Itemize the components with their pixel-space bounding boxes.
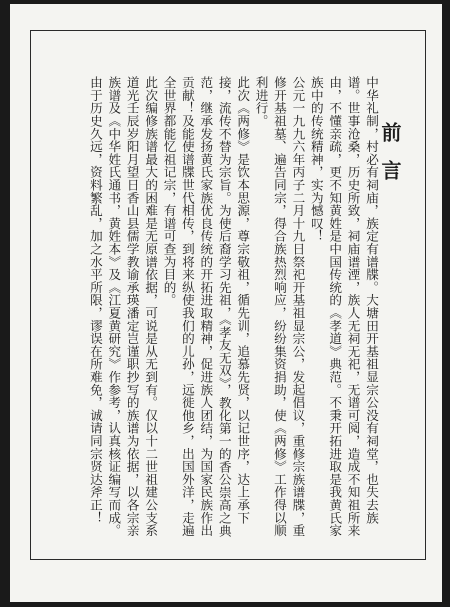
page-title: 前言	[378, 122, 402, 198]
body-text	[80, 76, 380, 546]
paragraph-2: 公元一九九六年丙子二月十九日祭祀开基祖显宗公，发起倡议，重修宗族谱牒，重修开基祖墓、遍告同宗，得合族热烈响应，纷纷集资捐助，使《两修》工作得以顺利进行。	[253, 76, 306, 537]
document-page	[10, 4, 442, 602]
paragraph-1: 中华礼制，村必有祠庙，族定有谱牒。大塘田开基祖显宗公没有祠堂，也失去族谱。世事沧桑，历史所致，祠庙谱湮，族人无祠无祀，无谱可阅，造成不知祖所来由，不懂亲疏，更不知黄姓是中国传统的《孝道》典范。不秉开拓进取是我黄氏家族中的传统精神，实为憾叹！	[308, 76, 379, 537]
paragraph-3: 此次《两修》是饮本思源，尊宗敬祖，循先训，追慕先贤，以记世序，达上承下接，流传不替为宗旨。为使后裔学习先祖，《孝友无双》，教化第一的香公崇高之典范，继承发扬黄氏家族优良传统的开拓进取精神，促进族人团结，为国家民族作出贡献！及能使谱牒世代相传，到将来纵使我们的儿孙，远徙他乡，出国外洋，走遍全世界都能忆祖记宗，有谱可查为目的。	[161, 76, 251, 537]
paragraph-4: 此次编修族谱最大的困难是无原谱依据，可说是从无到有。仅以十二世祖建公支系道光壬辰岁阳月望日香山县儒学教谕承瑛潘定岂谨职抄写的族谱为依据，以各宗亲族谱及《中华姓氏通书，黄姓本》及《江夏黄研究》作参考，认真核证编写而成。由于历史久远，资料繁乱，加之水平所限，谬误在所难免，诚请同宗贤达斧正！	[87, 76, 159, 537]
